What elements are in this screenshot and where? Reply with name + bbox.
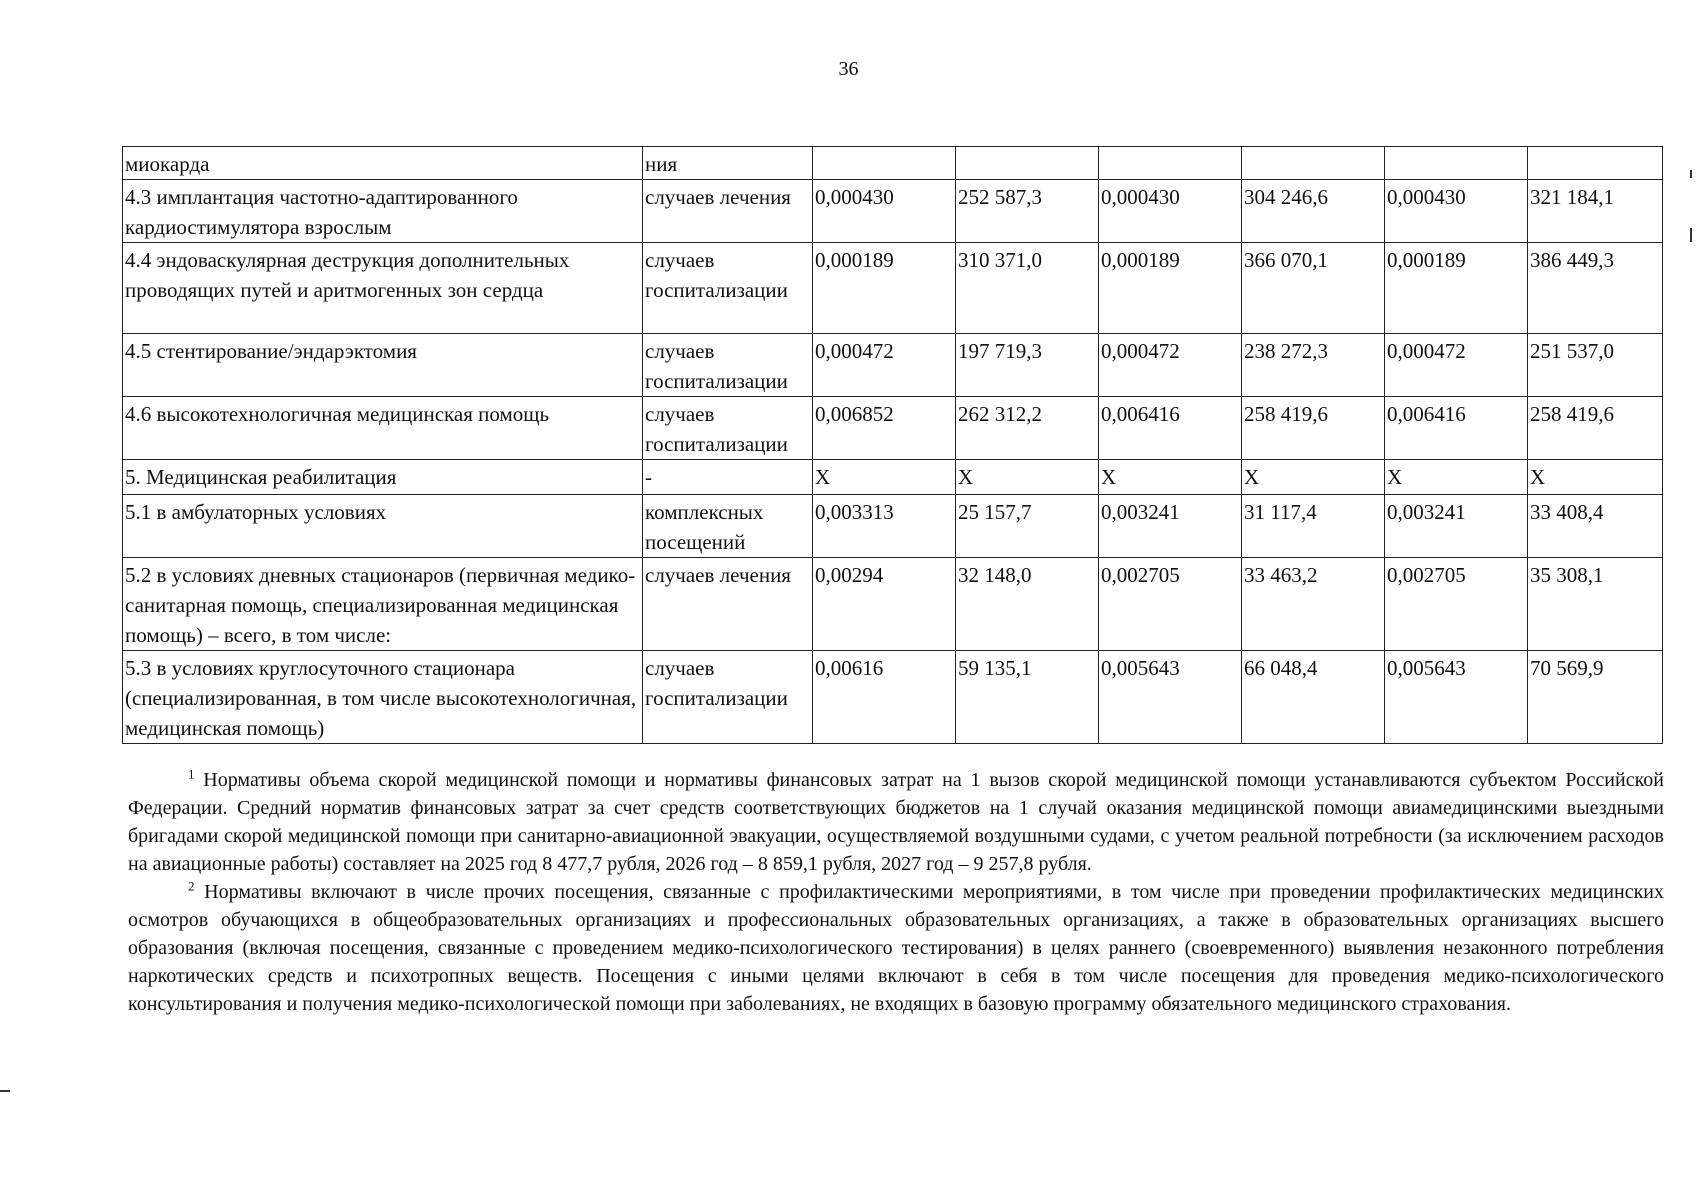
- table-cell-c2: 25 157,7: [956, 495, 1099, 558]
- table-cell-c1: 0,000189: [813, 243, 956, 334]
- table-cell-c3: 0,006416: [1099, 397, 1242, 460]
- table-cell-c6: 70 569,9: [1528, 651, 1663, 744]
- footnote-1: [128, 766, 1664, 878]
- table-cell-c2: 59 135,1: [956, 651, 1099, 744]
- table-cell-unit: комплексных посещений: [643, 495, 813, 558]
- table-cell-c6: Х: [1528, 460, 1663, 495]
- table-cell-unit: случаев госпитализации: [643, 243, 813, 334]
- footnote-mark: 1: [188, 766, 195, 782]
- table-cell-name: 4.3 имплантация частотно-адаптированного кардиостимулятора взрослым: [123, 180, 643, 243]
- footnote-text: Нормативы включают в числе прочих посещения, связанные с профилактическими мероприятиями, в том числе при проведении профилактических медицинских осмотров обучающихся в общеобразовательных организациях и профессиональных образовательных организациях, а также в образовательных организациях высшего образования (включая посещения, связанные с проведением медико-психологического тестирования) в целях раннего (своевременного) выявления незаконного потребления наркотических средств и психотропных веществ. Посещения с иными целями включают в себя в том числе посещения для проведения медико-психологического консультирования и получения медико-психологической помощи при заболеваниях, не входящих в базовую программу обязательного медицинского страхования.: [128, 881, 1665, 1015]
- table-row: [123, 397, 1663, 460]
- footnote-text: Нормативы объема скорой медицинской помощи и нормативы финансовых затрат на 1 вызов скорой медицинской помощи устанавливаются субъектом Российской Федерации. Средний норматив финансовых затрат за счет средств соответствующих бюджетов на 1 случай оказания медицинской помощи авиамедицинскими выездными бригадами скорой медицинской помощи при санитарно-авиационной эвакуации, осуществляемой воздушными судами, с учетом реальной потребности (за исключением расходов на авиационные работы) составляет на 2025 год 8 477,7 рубля, 2026 год – 8 859,1 рубля, 2027 год – 9 257,8 рубля.: [128, 769, 1664, 875]
- table-cell-c3: 0,000430: [1099, 180, 1242, 243]
- table-cell-c6: 33 408,4: [1528, 495, 1663, 558]
- table-cell-c3: 0,000472: [1099, 334, 1242, 397]
- table-cell-c5: 0,006416: [1385, 397, 1528, 460]
- table-cell-name: 5.3 в условиях круглосуточного стационара (специализированная, в том числе высокотехнологичная, медицинская помощь): [123, 651, 643, 744]
- table-cell-c6: 251 537,0: [1528, 334, 1663, 397]
- table-cell-c1: 0,00294: [813, 558, 956, 651]
- table-cell-c4: [1242, 147, 1385, 180]
- table-cell-c4: 66 048,4: [1242, 651, 1385, 744]
- footnotes: [128, 766, 1664, 1018]
- table-cell-c1: 0,006852: [813, 397, 956, 460]
- table-cell-unit: случаев госпитализации: [643, 334, 813, 397]
- table-cell-unit: случаев госпитализации: [643, 651, 813, 744]
- table-cell-c1: 0,003313: [813, 495, 956, 558]
- table-row: [123, 243, 1663, 334]
- table-cell-c5: 0,005643: [1385, 651, 1528, 744]
- table-row: [123, 334, 1663, 397]
- table-cell-c2: 310 371,0: [956, 243, 1099, 334]
- table-cell-name: 4.4 эндоваскулярная деструкция дополнительных проводящих путей и аритмогенных зон сердца: [123, 243, 643, 334]
- table-row: [123, 651, 1663, 744]
- table-cell-c4: 33 463,2: [1242, 558, 1385, 651]
- table-cell-c5: Х: [1385, 460, 1528, 495]
- table-cell-name: миокарда: [123, 147, 643, 180]
- table-cell-c4: 238 272,3: [1242, 334, 1385, 397]
- table-cell-c4: 304 246,6: [1242, 180, 1385, 243]
- table-cell-c4: 258 419,6: [1242, 397, 1385, 460]
- scan-mark: [1690, 170, 1692, 178]
- table-cell-unit: ния: [643, 147, 813, 180]
- table-row: [123, 180, 1663, 243]
- table-row: [123, 558, 1663, 651]
- table-cell-c6: 386 449,3: [1528, 243, 1663, 334]
- table-cell-c1: Х: [813, 460, 956, 495]
- table-cell-name: 4.6 высокотехнологичная медицинская помощь: [123, 397, 643, 460]
- table-cell-c2: Х: [956, 460, 1099, 495]
- table-cell-c2: 197 719,3: [956, 334, 1099, 397]
- table-cell-unit: случаев госпитализации: [643, 397, 813, 460]
- table-cell-name: 5.2 в условиях дневных стационаров (первичная медико-санитарная помощь, специализированная медицинская помощь) – всего, в том числе:: [123, 558, 643, 651]
- table-row: [123, 147, 1663, 180]
- table-cell-c5: 0,002705: [1385, 558, 1528, 651]
- table-cell-c5: 0,003241: [1385, 495, 1528, 558]
- table-cell-unit: -: [643, 460, 813, 495]
- table-cell-name: 5.1 в амбулаторных условиях: [123, 495, 643, 558]
- table-cell-c6: [1528, 147, 1663, 180]
- table-cell-unit: случаев лечения: [643, 180, 813, 243]
- table-cell-c1: 0,00616: [813, 651, 956, 744]
- table-cell-c5: 0,000189: [1385, 243, 1528, 334]
- table-cell-unit: случаев лечения: [643, 558, 813, 651]
- table-cell-c3: 0,000189: [1099, 243, 1242, 334]
- table-cell-c1: 0,000430: [813, 180, 956, 243]
- table-cell-name: 5. Медицинская реабилитация: [123, 460, 643, 495]
- table-cell-c5: [1385, 147, 1528, 180]
- table-cell-c3: 0,003241: [1099, 495, 1242, 558]
- table-cell-c1: [813, 147, 956, 180]
- table-row: [123, 460, 1663, 495]
- table-cell-c3: Х: [1099, 460, 1242, 495]
- page-number: 36: [838, 58, 859, 80]
- footnote-mark: 2: [188, 878, 195, 894]
- table-cell-c5: 0,000472: [1385, 334, 1528, 397]
- table-cell-name: 4.5 стентирование/эндарэктомия: [123, 334, 643, 397]
- table-row: [123, 495, 1663, 558]
- table-cell-c4: 366 070,1: [1242, 243, 1385, 334]
- table-cell-c5: 0,000430: [1385, 180, 1528, 243]
- table-cell-c1: 0,000472: [813, 334, 956, 397]
- scan-mark: [1690, 228, 1692, 242]
- table-cell-c4: Х: [1242, 460, 1385, 495]
- table-cell-c6: 321 184,1: [1528, 180, 1663, 243]
- scan-mark: [0, 1090, 10, 1092]
- table-cell-c4: 31 117,4: [1242, 495, 1385, 558]
- table-cell-c2: 32 148,0: [956, 558, 1099, 651]
- table-cell-c3: [1099, 147, 1242, 180]
- table-cell-c6: 258 419,6: [1528, 397, 1663, 460]
- table-cell-c2: 252 587,3: [956, 180, 1099, 243]
- table-body: [123, 147, 1663, 744]
- table-cell-c3: 0,005643: [1099, 651, 1242, 744]
- table-cell-c3: 0,002705: [1099, 558, 1242, 651]
- table-cell-c6: 35 308,1: [1528, 558, 1663, 651]
- table-cell-c2: [956, 147, 1099, 180]
- norms-table: [122, 146, 1663, 744]
- footnote-2: [128, 878, 1664, 1018]
- table-cell-c2: 262 312,2: [956, 397, 1099, 460]
